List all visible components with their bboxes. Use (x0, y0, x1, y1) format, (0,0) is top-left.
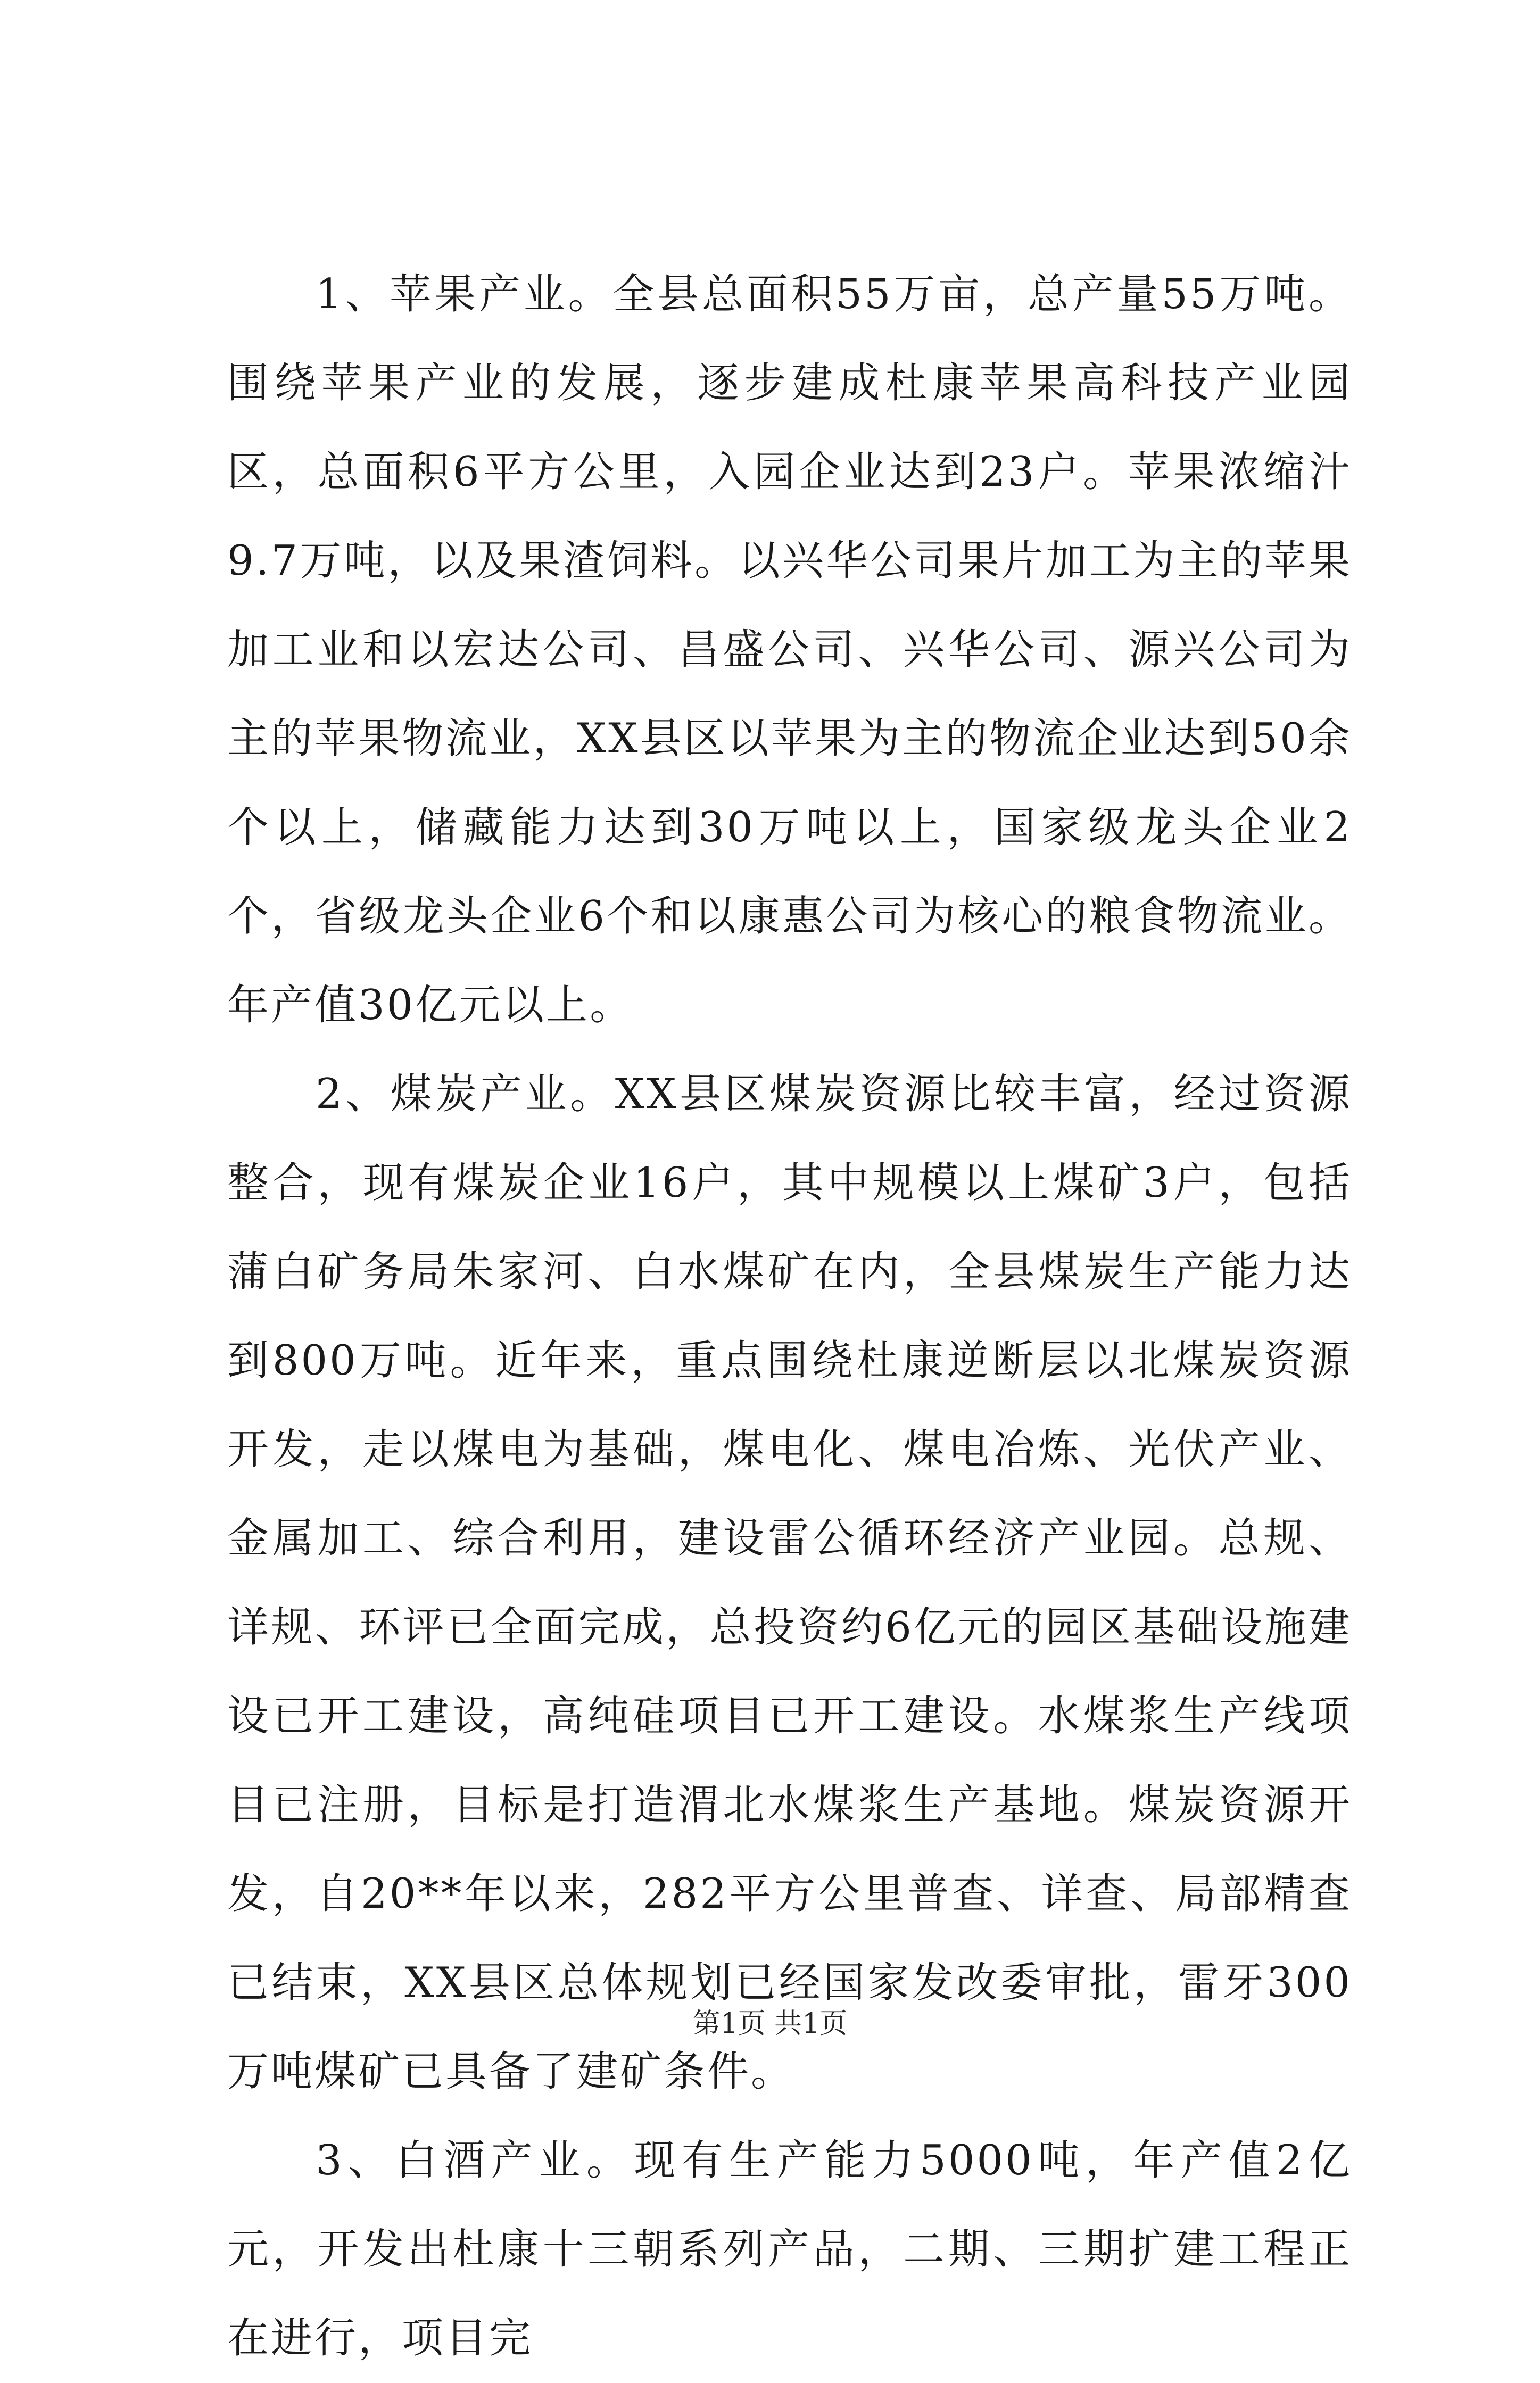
paragraph-coal-industry: 2、煤炭产业。XX县区煤炭资源比较丰富，经过资源整合，现有煤炭企业16户，其中规模以上煤矿3户，包括蒲白矿务局朱家河、白水煤矿在内，全县煤炭生产能力达到800万吨。近年来，重点围绕杜康逆断层以北煤炭资源开发，走以煤电为基础，煤电化、煤电冶炼、光伏产业、金属加工、综合利用，建设雷公循环经济产业园。总规、详规、环评已全面完成，总投资约6亿元的园区基础设施建设已开工建设，高纯硅项目已开工建设。水煤浆生产线项目已注册，目标是打造渭北水煤浆生产基地。煤炭资源开发，自20**年以来，282平方公里普查、详查、局部精查已结束，XX县区总体规划已经国家发改委审批，雷牙300万吨煤矿已具备了建矿条件。 (227, 1070, 1352, 2096)
paragraph-liquor-industry: 3、白酒产业。现有生产能力5000吨，年产值2亿元，开发出杜康十三朝系列产品，二期、三期扩建工程正在进行，项目完 (227, 2137, 1352, 2362)
paragraph-apple-industry: 1、苹果产业。全县总面积55万亩，总产量55万吨。围绕苹果产业的发展，逐步建成杜康苹果高科技产业园区，总面积6平方公里，入园企业达到23户。苹果浓缩汁9.7万吨，以及果渣饲料。以兴华公司果片加工为主的苹果加工业和以宏达公司、昌盛公司、兴华公司、源兴公司为主的苹果物流业，XX县区以苹果为主的物流企业达到50余个以上，储藏能力达到30万吨以上，国家级龙头企业2个，省级龙头企业6个和以康惠公司为核心的粮食物流业。年产值30亿元以上。 (227, 270, 1352, 1029)
page-number-footer: 第1页 共1页 (692, 2008, 848, 2040)
document-body (227, 250, 1352, 2383)
